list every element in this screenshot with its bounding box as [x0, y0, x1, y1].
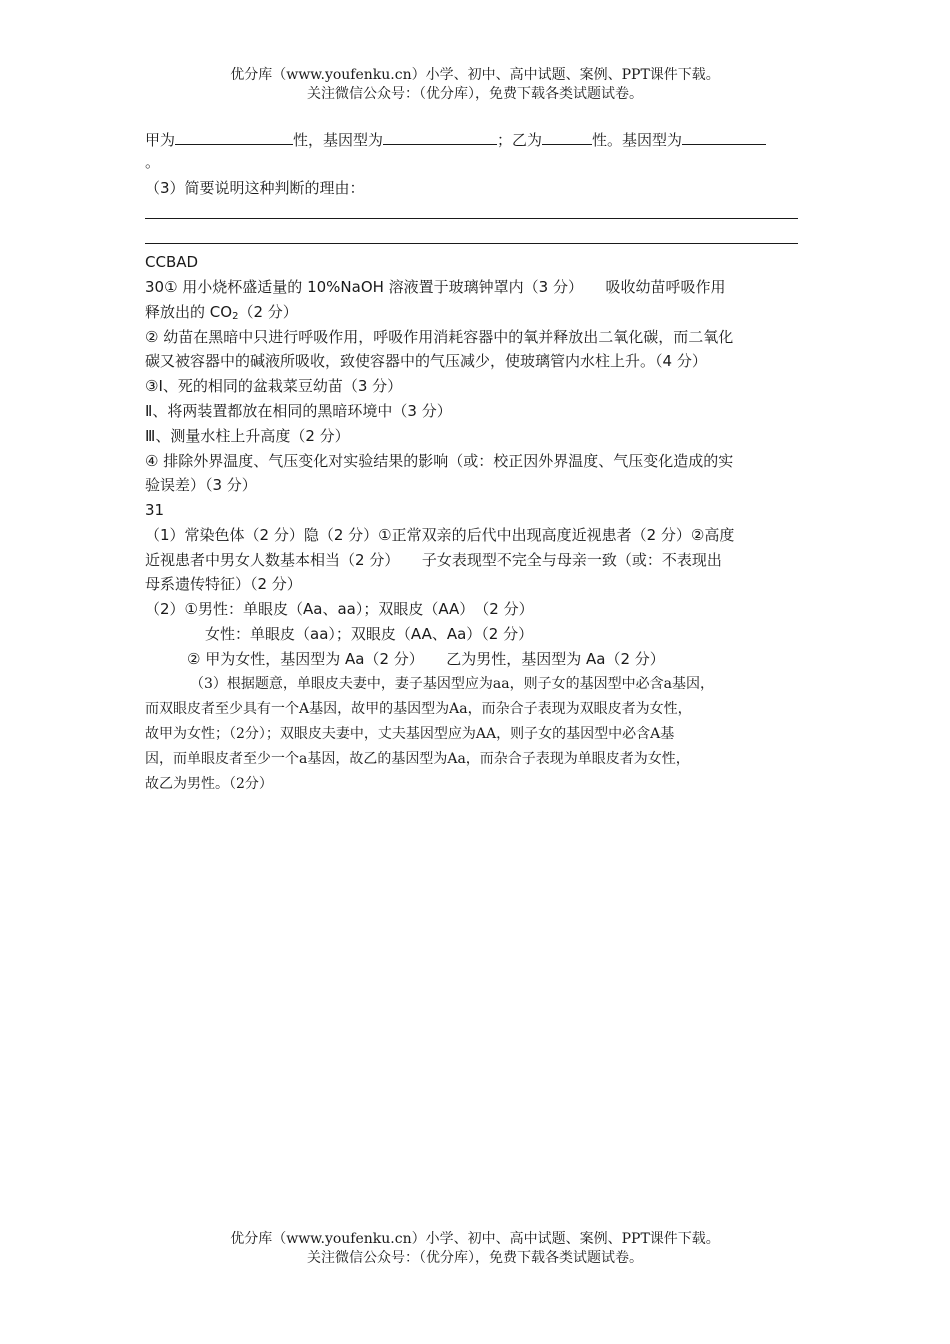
answer-30-2a: ② 幼苗在黑暗中只进行呼吸作用，呼吸作用消耗容器中的氧并释放出二氧化碳，而二氧化 [145, 328, 734, 346]
fill-label-d: 性。基因型为 [592, 131, 683, 149]
fill-in-line [145, 128, 766, 150]
answer-31-2a: （2）①男性：单眼皮（Aa、aa）；双眼皮（AA） （2 分） [145, 600, 534, 618]
answer-30-1a: 30① 用小烧杯盛适量的 10%NaOH 溶液置于玻璃钟罩内（3 分） 吸收幼苗呼吸作用 [145, 278, 726, 296]
page-footer [0, 1230, 950, 1268]
blank-c [542, 128, 592, 145]
question-part-3: （3）简要说明这种判断的理由： [145, 179, 365, 197]
fill-label-a: 甲为 [145, 131, 176, 149]
answer-31-3c: 故甲为女性；（2分）；双眼皮夫妻中，丈夫基因型应为AA，则子女的基因型中必含A基 [145, 726, 675, 742]
footer-line-2: 关注微信公众号：（优分库），免费下载各类试题试卷。 [307, 1250, 643, 1266]
header-line-1: 优分库（www.youfenku.cn）小学、初中、高中试题、案例、PPT课件下载。 [230, 67, 720, 83]
answer-31-2c: ② 甲为女性，基因型为 Aa（2 分） 乙为男性，基因型为 Aa（2 分） [187, 650, 665, 668]
co2-subscript: 2 [232, 311, 239, 322]
answer-31-3d: 因，而单眼皮者至少一个a基因，故乙的基因型为Aa，而杂合子表现为单眼皮者为女性， [145, 751, 690, 767]
blank-d [682, 128, 766, 145]
fill-label-b: 性，基因型为 [293, 131, 384, 149]
answer-line-1 [145, 218, 798, 219]
header-line-2: 关注微信公众号：（优分库），免费下载各类试题试卷。 [307, 86, 643, 102]
fill-label-c: ；乙为 [497, 131, 543, 149]
answer-30-1b-score: （2 分） [238, 303, 298, 321]
answer-31-3a: （3）根据题意，单眼皮夫妻中，妻子基因型应为aa，则子女的基因型中必含a基因， [190, 676, 714, 692]
answer-30-6a: ④ 排除外界温度、气压变化对实验结果的影响（或：校正因外界温度、气压变化造成的实 [145, 452, 734, 470]
blank-b [383, 128, 497, 145]
answer-30-1b [145, 302, 298, 327]
answer-30-6b: 验误差）（3 分） [145, 476, 257, 494]
question-31-number: 31 [145, 501, 165, 519]
choice-answers: CCBAD [145, 253, 199, 271]
blank-a [175, 128, 293, 145]
page-header [0, 66, 950, 104]
answer-31-1a: （1）常染色体（2 分）隐（2 分）①正常双亲的后代中出现高度近视患者（2 分）②高度 [145, 526, 735, 544]
answer-30-2b: 碳又被容器中的碱液所吸收，致使容器中的气压减少，使玻璃管内水柱上升。（4 分） [145, 352, 707, 370]
answer-30-4: Ⅱ、将两装置都放在相同的黑暗环境中（3 分） [145, 402, 452, 420]
answer-31-1c: 母系遗传特征）（2 分） [145, 575, 302, 593]
answer-31-3e: 故乙为男性。（2分） [145, 776, 273, 792]
answer-31-2b: 女性：单眼皮（aa）；双眼皮（AA、Aa）（2 分） [205, 625, 534, 643]
answer-30-3: ③Ⅰ、死的相同的盆栽菜豆幼苗（3 分） [145, 377, 403, 395]
answer-30-5: Ⅲ、测量水柱上升高度（2 分） [145, 427, 350, 445]
answer-line-2 [145, 243, 798, 244]
answer-31-1b: 近视患者中男女人数基本相当（2 分） 子女表现型不完全与母亲一致（或：不表现出 [145, 551, 722, 569]
answer-31-3b: 而双眼皮者至少具有一个A基因，故甲的基因型为Aa，而杂合子表现为双眼皮者为女性， [145, 701, 692, 717]
fill-period: 。 [145, 153, 161, 171]
answer-30-1b-text: 释放出的 CO [145, 303, 233, 321]
footer-line-1: 优分库（www.youfenku.cn）小学、初中、高中试题、案例、PPT课件下载。 [230, 1231, 720, 1247]
